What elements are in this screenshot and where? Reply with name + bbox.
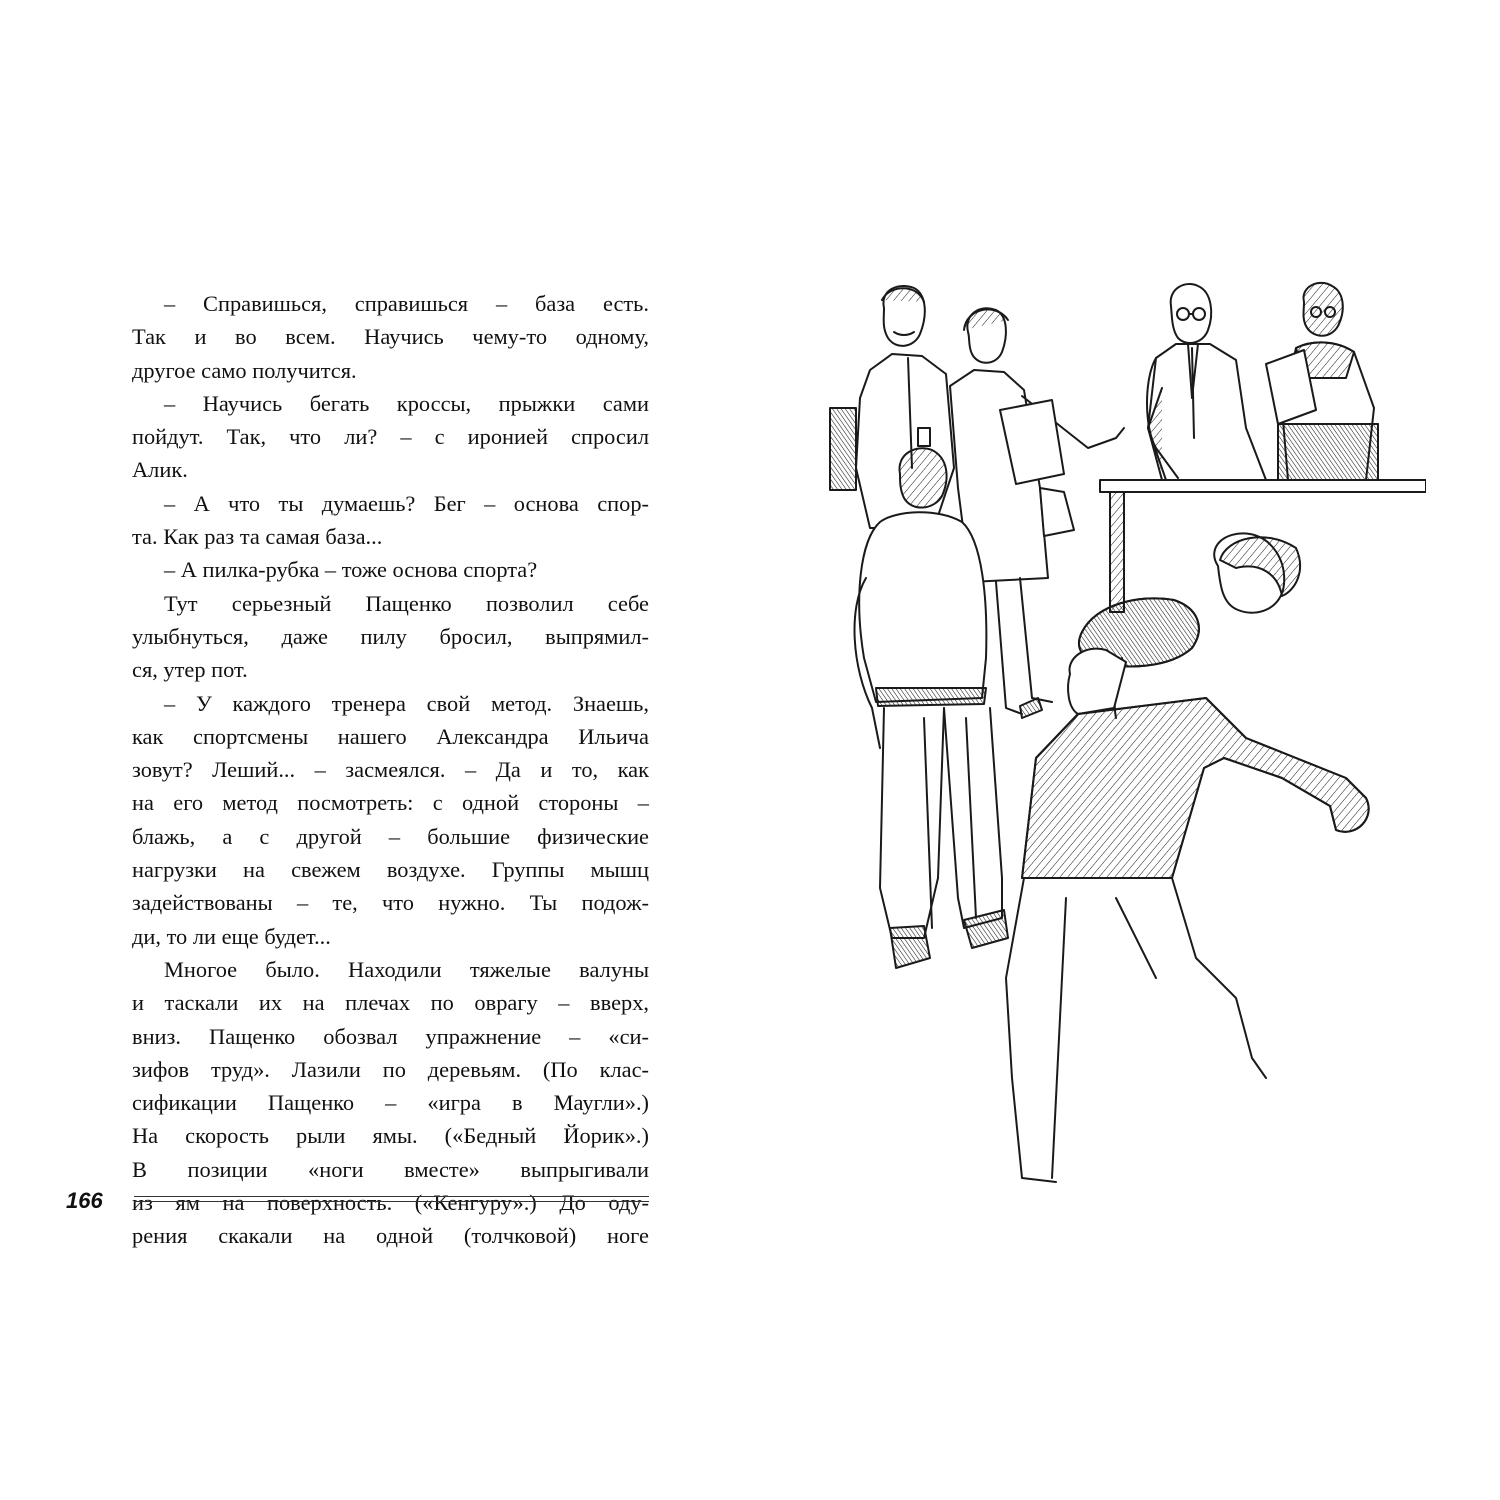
text-line: Так и во всем. Научись чему-то одному,	[132, 324, 649, 350]
text-line: ся, утер пот.	[132, 657, 248, 683]
curly-woman-figure	[1266, 283, 1378, 480]
text-line: рения скакали на одной (толчковой) ноге	[132, 1223, 649, 1249]
text-line: как спортсмены нашего Александра Ильича	[132, 723, 649, 749]
text-line: вниз. Пащенко обозвал упражнение – «си-	[132, 1023, 649, 1049]
text-line: сификации Пащенко – «игра в Маугли».)	[132, 1090, 649, 1116]
bald-man-figure	[1147, 284, 1266, 480]
text-line: задействованы – те, что нужно. Ты подож-	[132, 890, 649, 916]
page-number: 166	[66, 1188, 103, 1213]
text-line: улыбнуться, даже пилу бросил, выпрямил-	[132, 623, 649, 649]
text-line: В позиции «ноги вместе» выпрыгивали	[132, 1156, 649, 1182]
text-line: – А что ты думаешь? Бег – основа спор-	[164, 490, 649, 516]
text-line: зовут? Леший... – засмеялся. – Да и то, как	[132, 757, 649, 783]
text-line: пойдут. Так, что ли? – с иронией спросил	[132, 424, 649, 450]
text-line: Алик.	[132, 457, 188, 483]
text-line: – Справишься, справишься – база есть.	[164, 291, 649, 316]
body-text	[132, 287, 649, 1253]
text-line: нагрузки на свежем воздухе. Группы мышц	[132, 857, 649, 883]
text-line: Тут серьезный Пащенко позволил себе	[164, 590, 649, 616]
text-line: зифов труд». Лазили по деревьям. (По клас-	[132, 1056, 649, 1082]
text-line: – А пилка-рубка – тоже основа спорта?	[164, 557, 538, 583]
text-line: – У каждого тренера свой метод. Знаешь,	[164, 690, 649, 716]
text-line: блажь, а с другой – большие физические	[132, 823, 649, 849]
text-line: на его метод посмотреть: с одной стороны –	[132, 790, 649, 816]
text-line: та. Как раз та самая база...	[132, 524, 383, 550]
text-line: На скорость рыли ямы. («Бедный Йорик».)	[132, 1123, 649, 1149]
text-line: Многое было. Находили тяжелые валуны	[164, 956, 649, 982]
text-line: из ям на поверхность. («Кенгуру».) До оду-	[132, 1190, 649, 1216]
illustration	[826, 278, 1426, 1188]
footer-rule	[134, 1196, 649, 1202]
boulder-boy-figure	[1006, 533, 1369, 1182]
text-line: ди, то ли еще будет...	[132, 923, 331, 949]
text-line: – Научись бегать кроссы, прыжки сами	[164, 390, 649, 416]
text-line: другое само получится.	[132, 357, 357, 383]
text-line: и таскали их на плечах по оврагу – вверх,	[132, 990, 649, 1016]
